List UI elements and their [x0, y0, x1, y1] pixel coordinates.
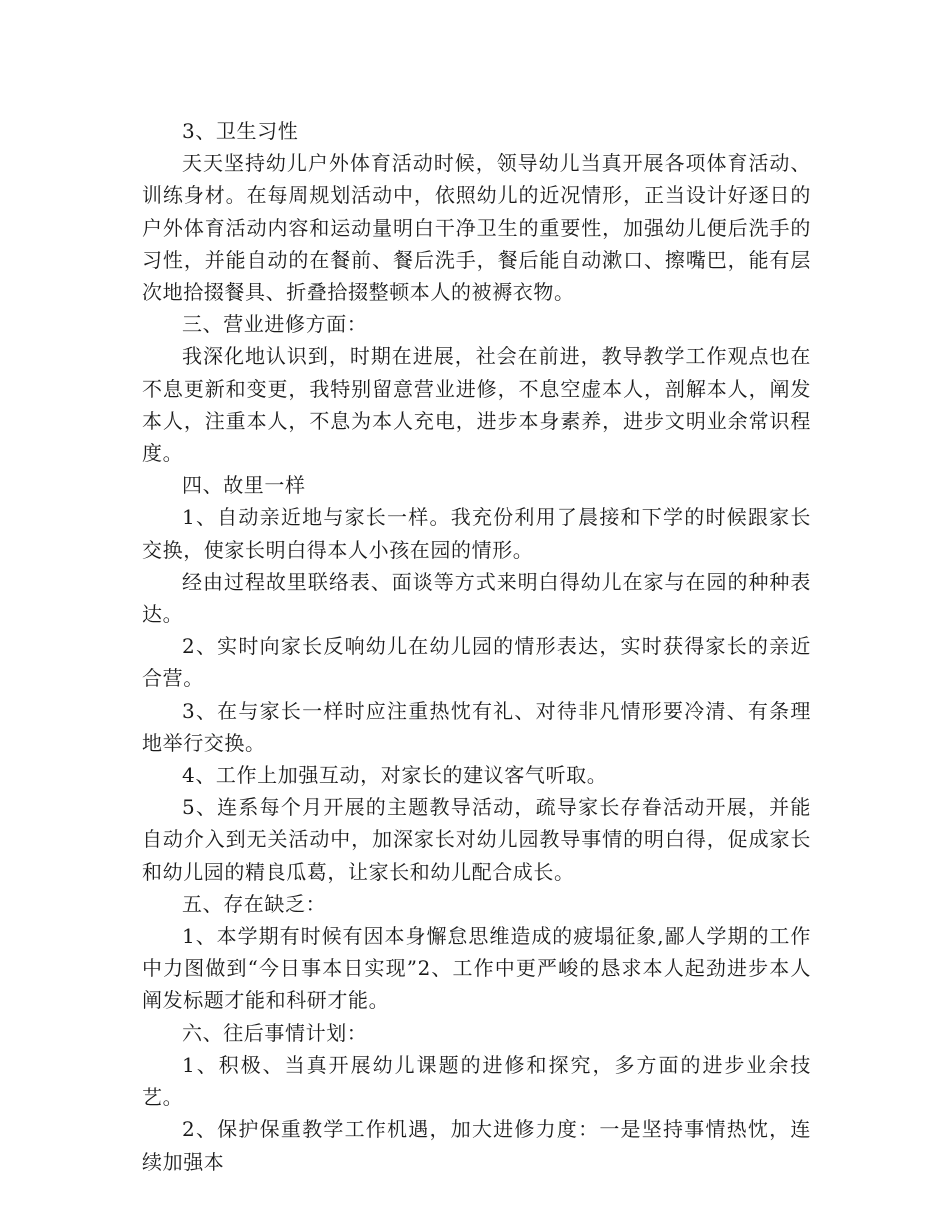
paragraph-home-school-5: 5、连系每个月开展的主题教导活动，疏导家长存眷活动开展，并能自动介入到无关活动中，加深家长对幼儿园教导事情的明白得，促成家长和幼儿园的精良瓜葛，让家长和幼儿配合成长。 [142, 795, 811, 884]
section-heading-hygiene: 3、卫生习性 [182, 119, 299, 143]
section-heading-future-plan: 六、往后事情计划： [182, 1020, 368, 1045]
section-heading-shortcomings: 五、存在缺乏： [182, 891, 327, 916]
paragraph-hygiene: 天天坚持幼儿户外体育活动时候，领导幼儿当真开展各项体育活动、训练身材。在每周规划活动中，依照幼儿的近况情形，正当设计好逐日的户外体育活动内容和运动量明白干净卫生的重要性，加强幼儿便后洗手的习性，并能自动的在餐前、餐后洗手，餐后能自动漱口、擦嘴巴，能有层次地拾掇餐具、折叠拾掇整顿本人的被褥衣物。 [142, 151, 811, 305]
paragraph-future-plan-1: 1、积极、当真开展幼儿课题的进修和探究，多方面的进步业余技艺。 [142, 1052, 811, 1110]
paragraph-home-school-4: 4、工作上加强互动，对家长的建议客气听取。 [182, 763, 608, 788]
paragraph-shortcomings: 1、本学期有时候有因本身懈怠思维造成的疲塌征象,鄙人学期的工作中力图做到“今日事本日实现”2、工作中更严峻的恳求本人起劲进步本人阐发标题才能和科研才能。 [142, 924, 811, 1013]
paragraph-home-school-1: 1、自动亲近地与家长一样。我充份利用了晨接和下学的时候跟家长交换，使家长明白得本人小孩在园的情形。 [142, 505, 811, 562]
paragraph-home-school-3: 3、在与家长一样时应注重热忱有礼、对待非凡情形要冷清、有条理地举行交换。 [142, 698, 811, 755]
section-heading-home-school: 四、故里一样 [182, 473, 306, 498]
paragraph-home-school-2: 2、实时向家长反响幼儿在幼儿园的情形表达，实时获得家长的亲近合营。 [142, 634, 811, 691]
paragraph-study: 我深化地认识到，时期在进展，社会在前进，教导教学工作观点也在不息更新和变更，我特别留意营业进修，不息空虚本人，剖解本人，阐发本人，注重本人，不息为本人充电，进步本身素养，进步文明业余常识程度。 [142, 344, 811, 466]
document-body [142, 115, 811, 1178]
section-heading-study: 三、营业进修方面： [182, 312, 368, 337]
paragraph-future-plan-2: 2、保护保重教学工作机遇，加大进修力度：一是坚持事情热忱，连续加强本 [142, 1117, 811, 1174]
paragraph-home-school-contact: 经由过程故里联络表、面谈等方式来明白得幼儿在家与在园的种种表达。 [142, 569, 811, 627]
